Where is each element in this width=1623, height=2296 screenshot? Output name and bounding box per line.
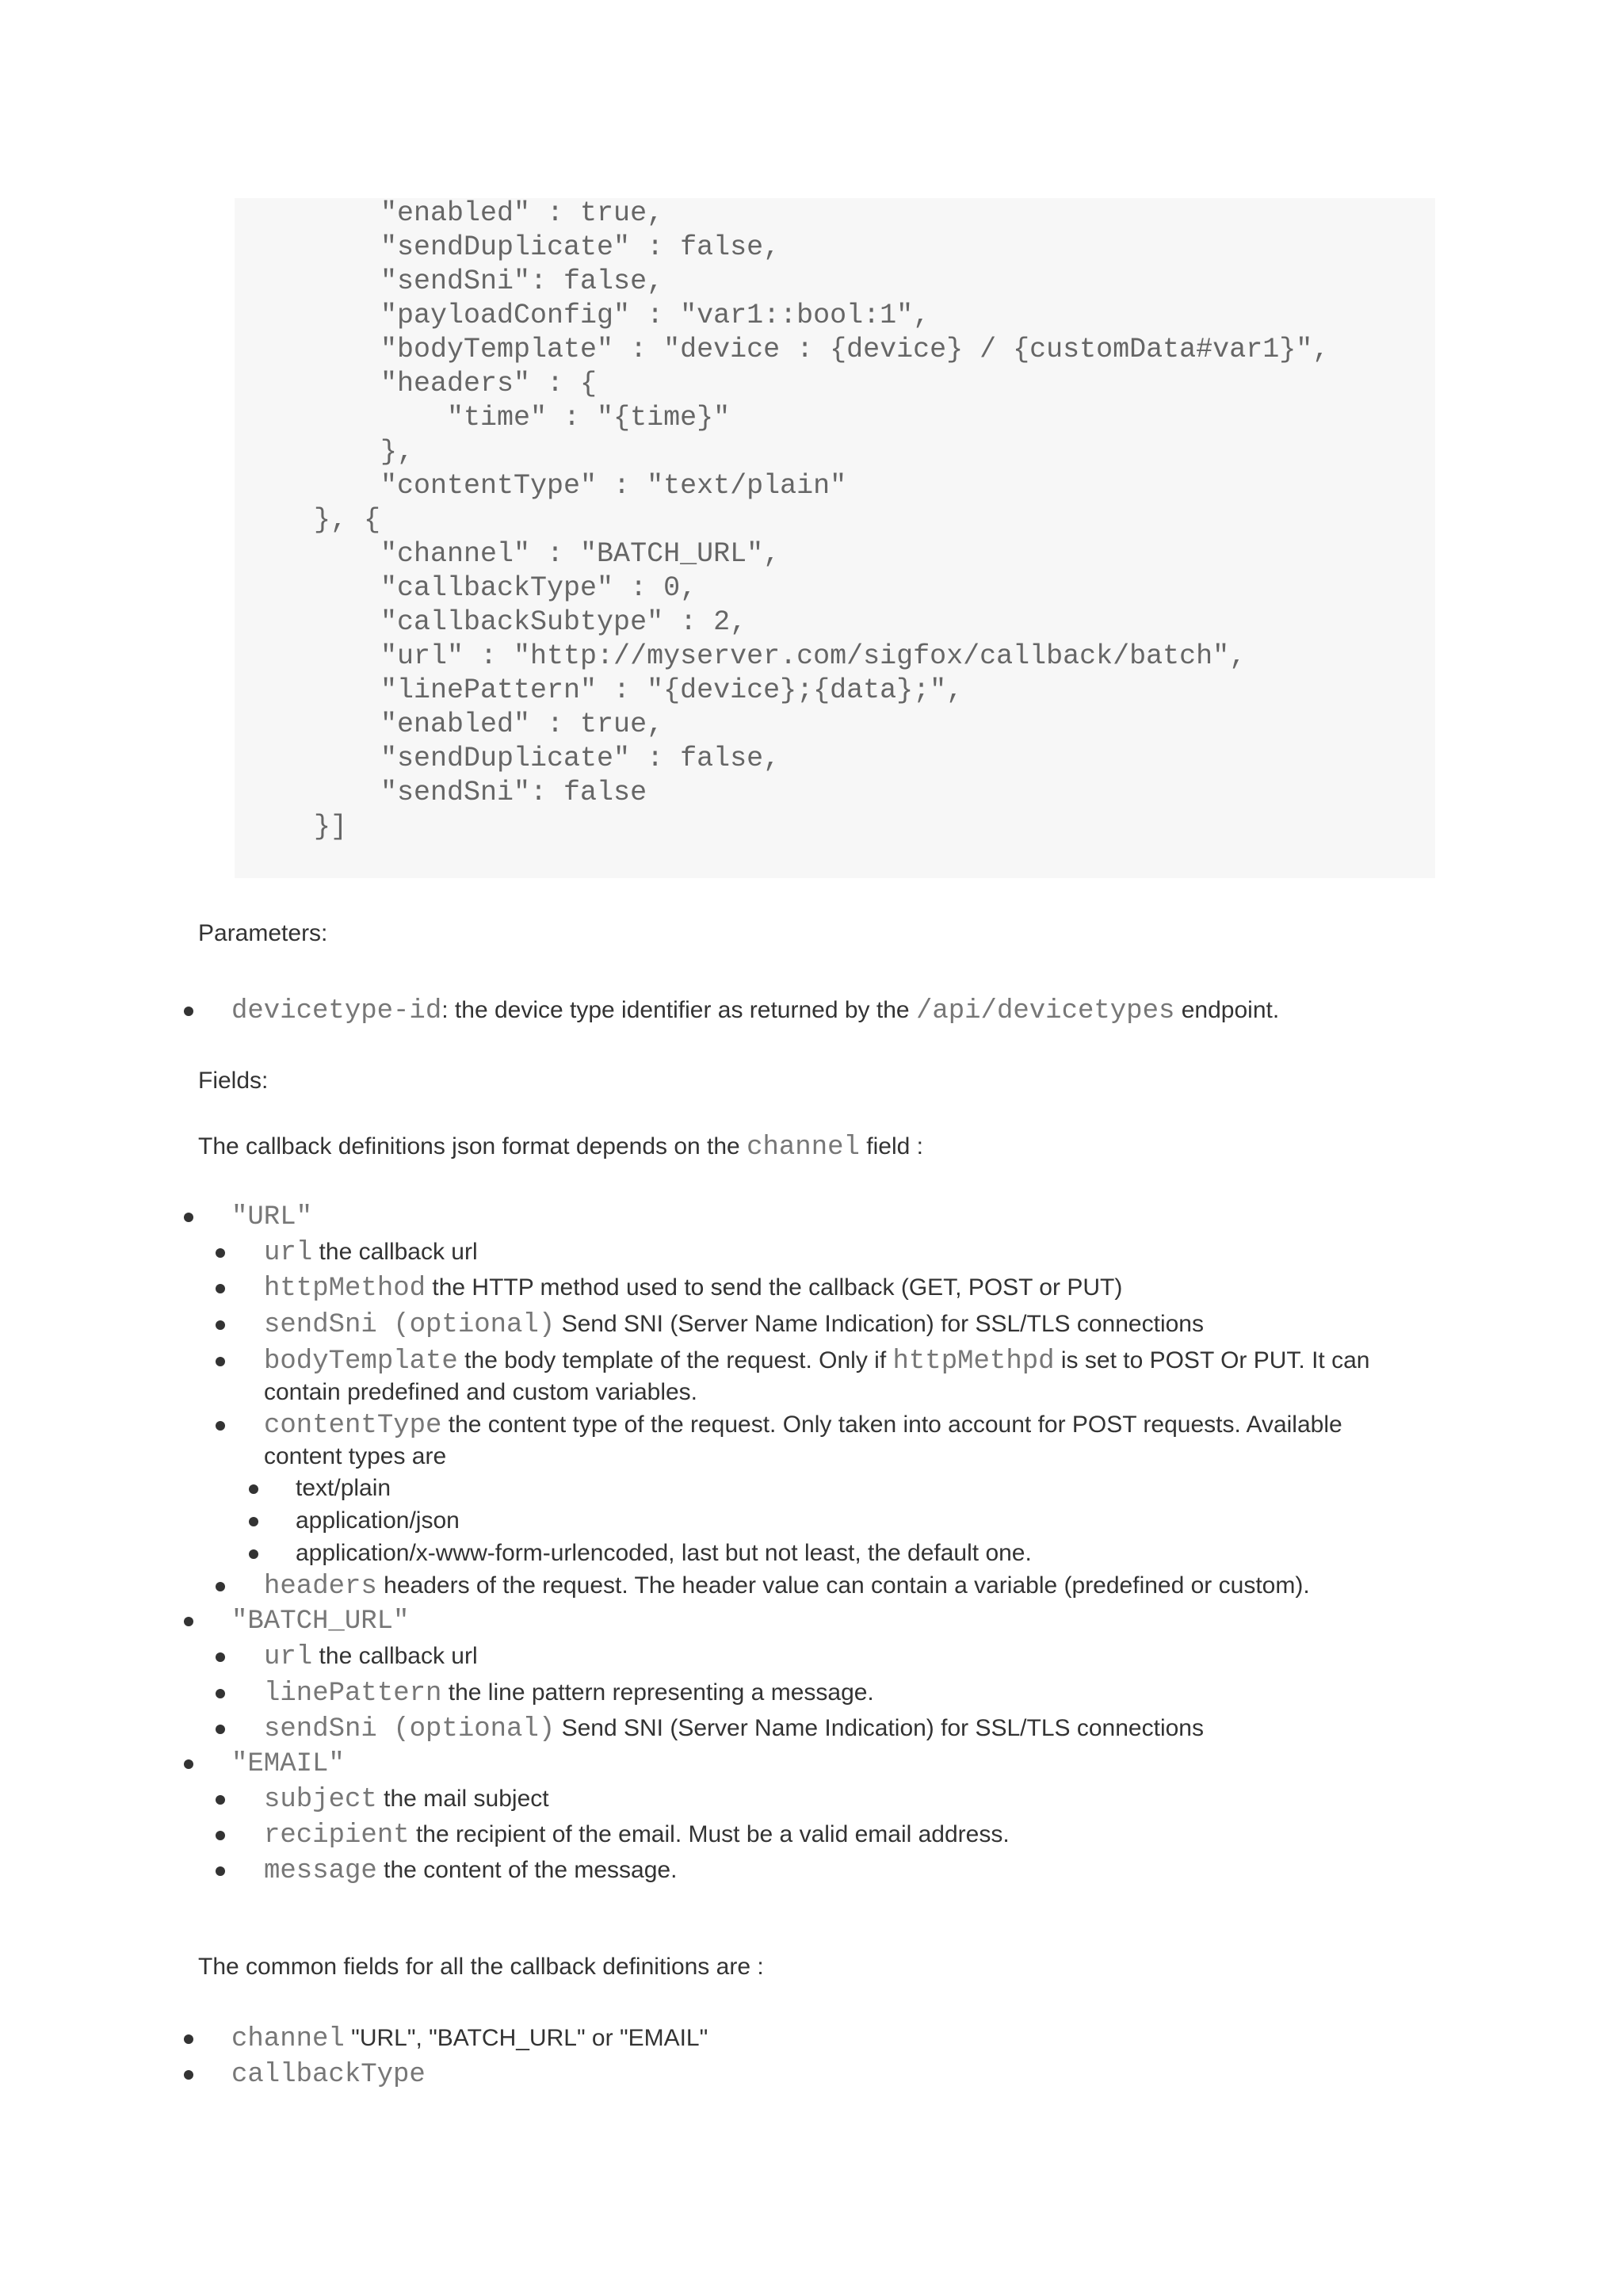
field-code: message <box>264 1856 377 1886</box>
bullet-icon <box>184 2070 193 2080</box>
bullet-icon <box>216 1689 225 1698</box>
code-line: "enabled" : true, <box>314 197 664 229</box>
content-type-item: application/x-www-form-urlencoded, last but not least, the default one. <box>296 1540 1032 1566</box>
bullet-icon <box>249 1549 258 1559</box>
field-text: the line pattern representing a message. <box>441 1679 874 1706</box>
bullet-icon <box>184 1759 193 1769</box>
field-text: the mail subject <box>376 1786 549 1812</box>
field-text: the callback url <box>312 1643 478 1669</box>
field-code: headers <box>264 1572 377 1602</box>
field-text: "URL", "BATCH_URL" or "EMAIL" <box>344 2025 708 2051</box>
url-field-bodytemplate <box>264 1345 1369 1377</box>
content-type-item: application/json <box>296 1507 460 1534</box>
field-code: linePattern <box>264 1679 442 1709</box>
common-field-callbacktype <box>231 2058 426 2091</box>
field-text: headers of the request. The header value can contain a variable (predefined or custom). <box>376 1572 1310 1599</box>
field-code: recipient <box>264 1820 410 1851</box>
common-field-channel <box>231 2023 708 2055</box>
field-code: contentType <box>264 1411 442 1441</box>
intro-text: The callback definitions json format depends on the <box>198 1133 747 1159</box>
code-line: "sendDuplicate" : false, <box>314 231 781 263</box>
field-text-2: is set to POST Or PUT. It can <box>1054 1347 1370 1373</box>
batch-title-code: "BATCH_URL" <box>231 1606 410 1637</box>
field-code: sendSni (optional) <box>264 1714 556 1744</box>
code-line: }, { <box>314 504 381 536</box>
field-text: Send SNI (Server Name Indication) for SSL/TLS connections <box>555 1311 1204 1337</box>
code-listing <box>314 197 1329 844</box>
code-line: "enabled" : true, <box>314 709 664 740</box>
param-text-after: endpoint. <box>1174 997 1280 1023</box>
url-field-headers <box>264 1570 1310 1603</box>
param-text: : the device type identifier as returned by the <box>441 997 916 1023</box>
url-section-title <box>231 1201 312 1233</box>
field-code: callbackType <box>231 2060 426 2090</box>
common-heading: The common fields for all the callback definitions are : <box>198 1954 764 1980</box>
code-line: "callbackType" : 0, <box>314 572 697 604</box>
code-line: "callbackSubtype" : 2, <box>314 606 747 638</box>
param-devicetype-id <box>231 995 1279 1027</box>
bullet-icon <box>216 1320 225 1330</box>
code-line: "url" : "http://myserver.com/sigfox/callback/batch", <box>314 640 1247 672</box>
field-code: url <box>264 1238 313 1268</box>
url-field-contenttype <box>264 1409 1342 1442</box>
email-section-title <box>231 1748 345 1780</box>
bullet-icon <box>216 1248 225 1258</box>
batch-section-title <box>231 1605 409 1637</box>
url-field-url <box>264 1236 478 1269</box>
field-text: the content type of the request. Only taken into account for POST requests. Available <box>441 1412 1342 1438</box>
email-title-code: "EMAIL" <box>231 1749 345 1779</box>
parameters-heading: Parameters: <box>198 920 328 946</box>
field-text: the content of the message. <box>376 1857 678 1883</box>
field-text: the HTTP method used to send the callback (GET, POST or PUT) <box>426 1274 1123 1301</box>
code-line: "bodyTemplate" : "device : {device} / {customData#var1}", <box>314 334 1330 365</box>
bullet-icon <box>184 1007 193 1016</box>
code-line: "time" : "{time}" <box>314 402 731 434</box>
code-line: "headers" : { <box>314 368 598 399</box>
bullet-icon <box>216 1652 225 1662</box>
batch-field-linepattern <box>264 1677 874 1710</box>
bullet-icon <box>216 1582 225 1591</box>
email-field-recipient <box>264 1819 1010 1851</box>
code-line: "sendDuplicate" : false, <box>314 743 781 774</box>
url-field-contenttype-line2: content types are <box>264 1443 447 1469</box>
field-code-inline: httpMethpd <box>892 1347 1055 1377</box>
field-code: subject <box>264 1785 377 1815</box>
code-line: "linePattern" : "{device};{data};", <box>314 674 964 706</box>
field-code: sendSni (optional) <box>264 1310 556 1340</box>
url-field-sendsni <box>264 1308 1204 1341</box>
url-field-httpmethod <box>264 1272 1122 1305</box>
code-line: "sendSni": false <box>314 777 647 808</box>
bullet-icon <box>184 1617 193 1626</box>
field-text: the body template of the request. Only if <box>457 1347 893 1373</box>
param-code: devicetype-id <box>231 996 442 1026</box>
fields-heading: Fields: <box>198 1068 269 1094</box>
code-line: "sendSni": false, <box>314 266 664 297</box>
email-field-message <box>264 1855 677 1887</box>
bullet-icon <box>216 1866 225 1876</box>
bullet-icon <box>216 1357 225 1366</box>
bullet-icon <box>184 2034 193 2044</box>
code-line: }, <box>314 436 414 468</box>
bullet-icon <box>216 1795 225 1805</box>
field-code: bodyTemplate <box>264 1347 458 1377</box>
email-field-subject <box>264 1783 549 1816</box>
field-text: the recipient of the email. Must be a valid email address. <box>409 1821 1010 1847</box>
url-field-bodytemplate-line2: contain predefined and custom variables. <box>264 1379 698 1405</box>
code-line: "channel" : "BATCH_URL", <box>314 538 781 570</box>
bullet-icon <box>216 1421 225 1431</box>
code-line: "payloadConfig" : "var1::bool:1", <box>314 300 930 331</box>
bullet-icon <box>216 1725 225 1734</box>
bullet-icon <box>184 1213 193 1222</box>
field-code: httpMethod <box>264 1274 426 1304</box>
bullet-icon <box>216 1831 225 1840</box>
intro-text-after: field : <box>859 1133 923 1159</box>
batch-field-sendsni <box>264 1713 1204 1745</box>
code-line: }] <box>314 811 348 842</box>
code-line: "contentType" : "text/plain" <box>314 470 847 502</box>
field-code: channel <box>231 2024 345 2054</box>
intro-code: channel <box>747 1133 860 1163</box>
field-text: the callback url <box>312 1239 478 1265</box>
content-type-item: text/plain <box>296 1475 391 1501</box>
bullet-icon <box>216 1284 225 1293</box>
url-title-code: "URL" <box>231 1202 313 1232</box>
field-text: Send SNI (Server Name Indication) for SSL/TLS connections <box>555 1715 1204 1741</box>
bullet-icon <box>249 1517 258 1526</box>
bullet-icon <box>249 1484 258 1494</box>
field-code: url <box>264 1642 313 1672</box>
batch-field-url <box>264 1641 478 1673</box>
fields-intro <box>198 1131 923 1163</box>
param-endpoint-code: /api/devicetypes <box>915 996 1175 1026</box>
